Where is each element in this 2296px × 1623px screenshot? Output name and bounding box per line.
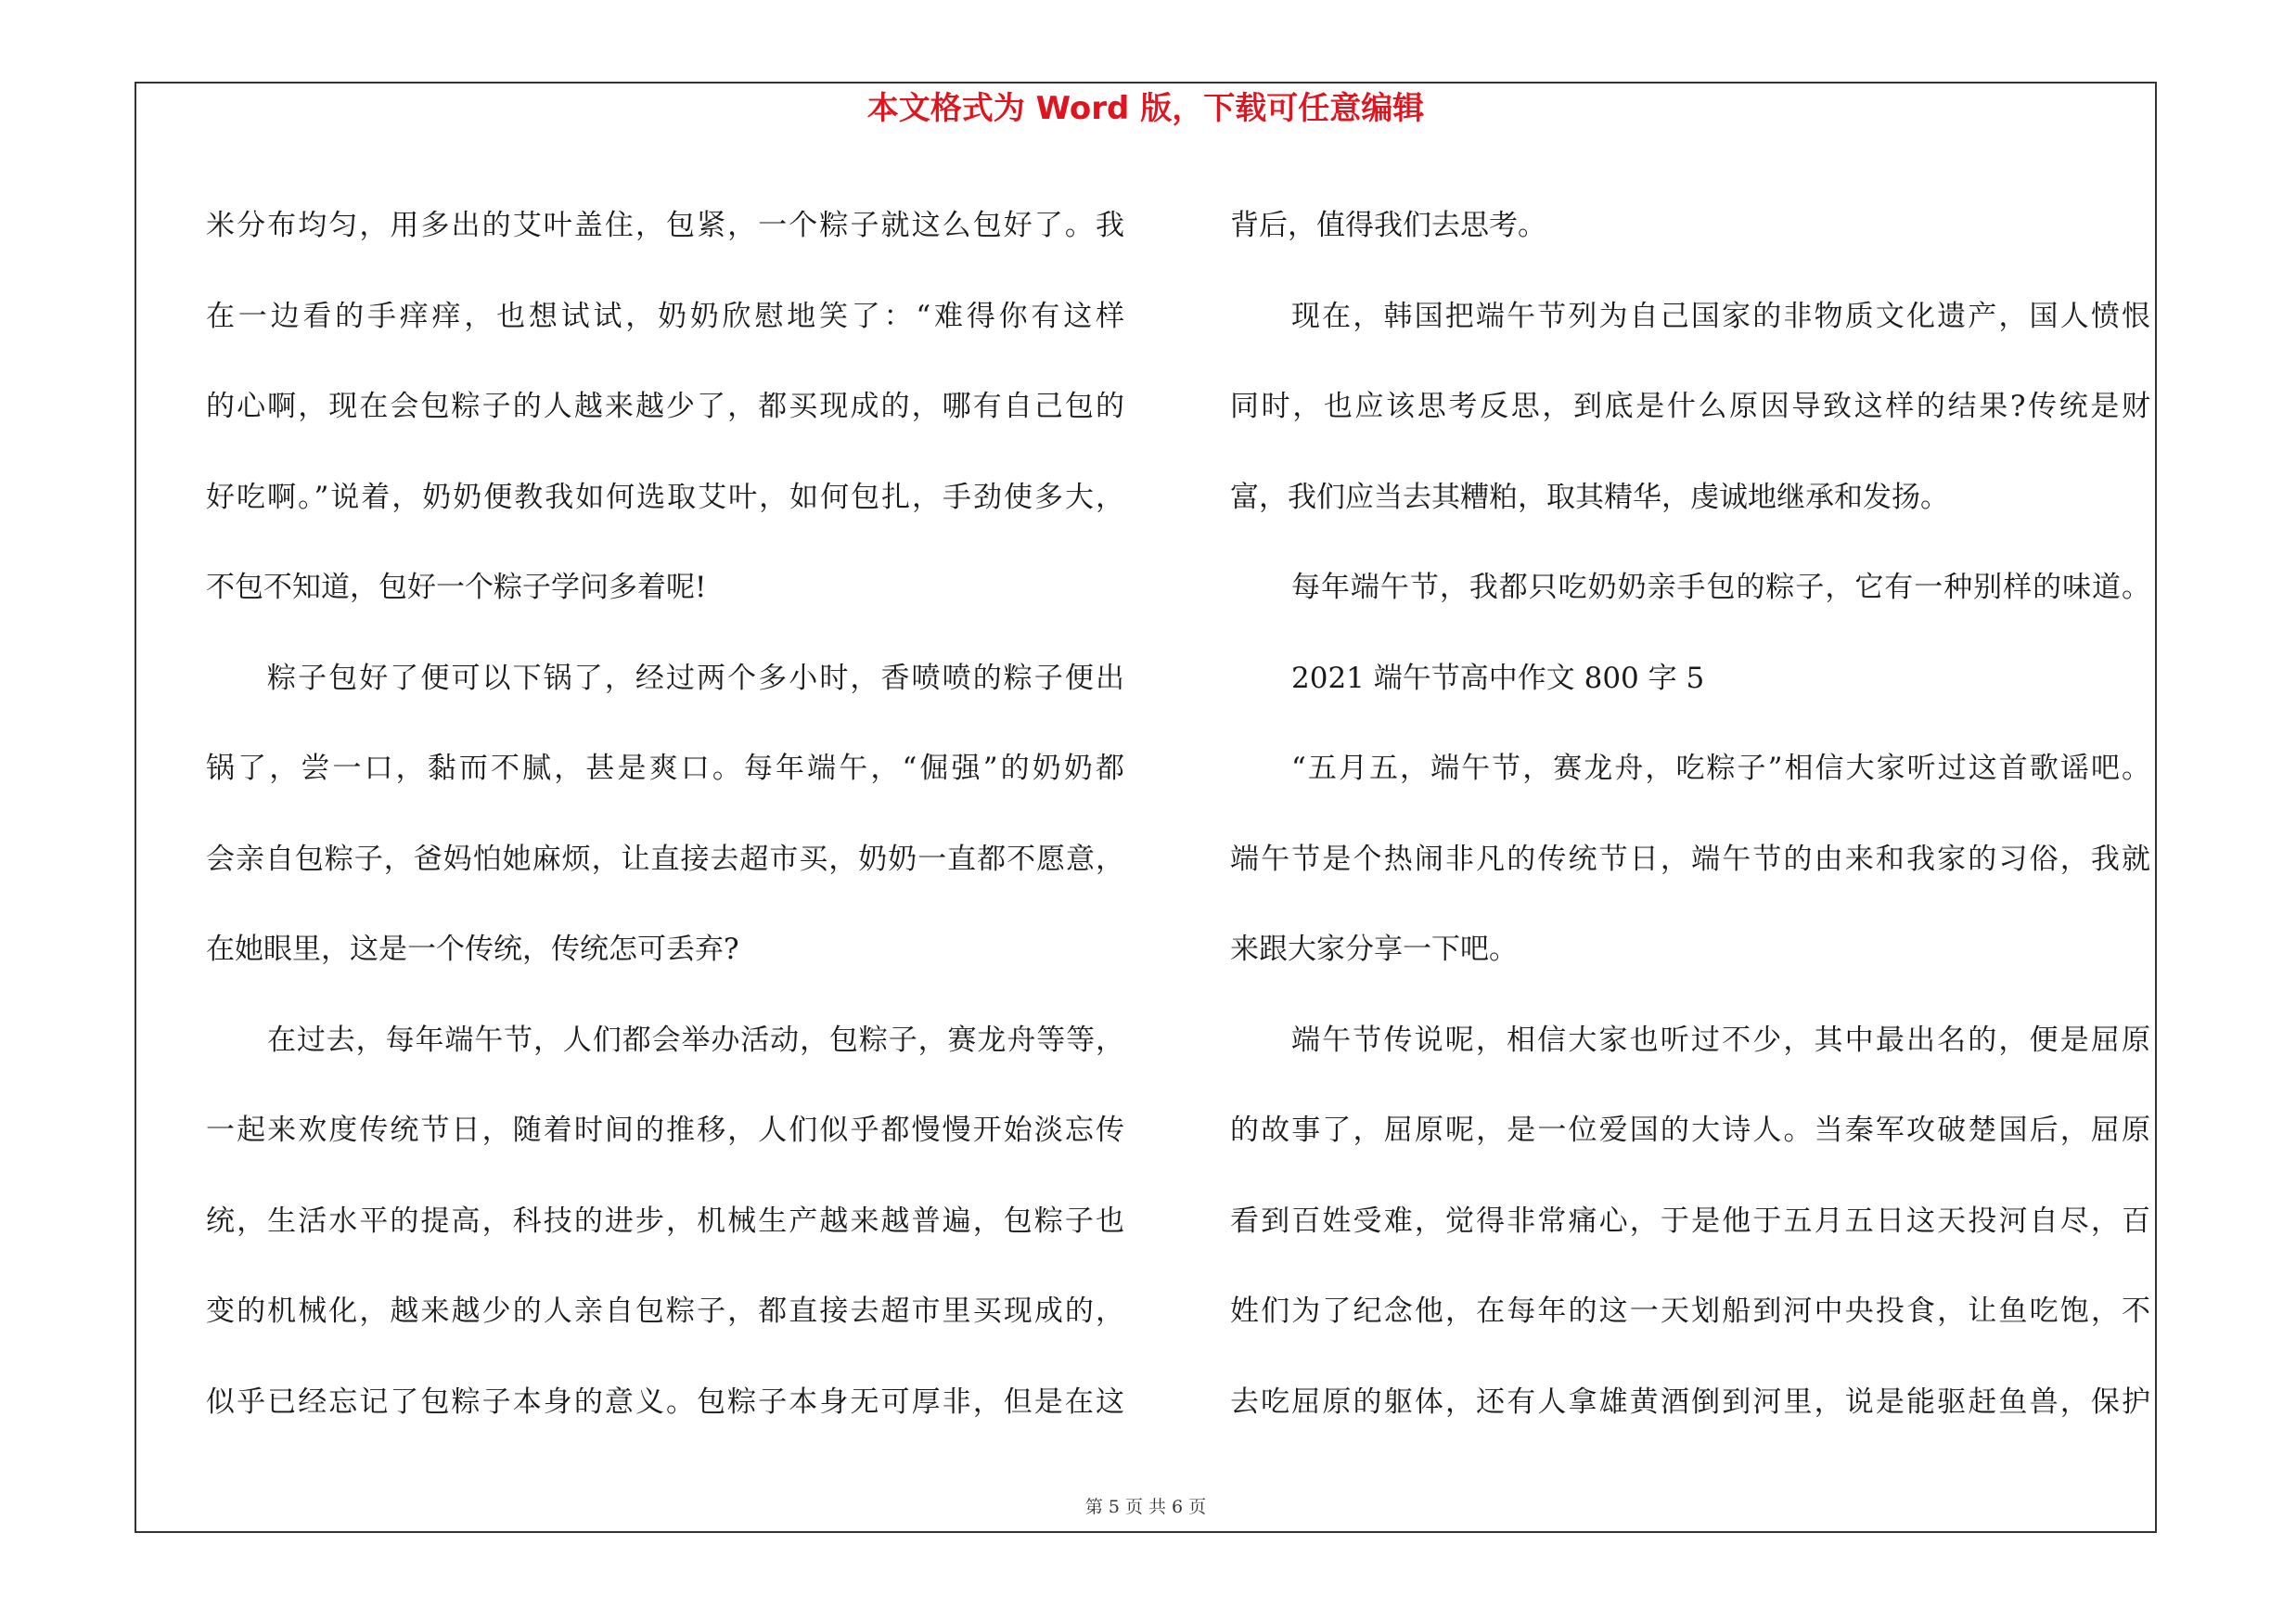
text-line: 米分布均匀，用多出的艾叶盖住，包紧，一个粽子就这么包好了。我 — [206, 209, 1124, 242]
text-line: 来跟大家分享一下吧。 — [1230, 933, 1518, 966]
text-line: 好吃啊。”说着，奶奶便教我如何选取艾叶，如何包扎，手劲使多大， — [206, 480, 1124, 514]
text-line: 每年端午节，我都只吃奶奶亲手包的粽子，它有一种别样的味道。 — [1291, 571, 2150, 604]
text-line: 统，生活水平的提高，科技的进步，机械生产越来越普遍，包粽子也 — [206, 1204, 1124, 1238]
page-number: 第 5 页 共 6 页 — [1084, 1497, 1207, 1517]
text-line: 在过去，每年端午节，人们都会举办活动，包粽子，赛龙舟等等， — [267, 1023, 1124, 1057]
text-line: 端午节是个热闹非凡的传统节日，端午节的由来和我家的习俗，我就 — [1230, 842, 2150, 876]
text-line: 背后，值得我们去思考。 — [1230, 209, 1546, 242]
text-line: 粽子包好了便可以下锅了，经过两个多小时，香喷喷的粽子便出 — [267, 661, 1124, 695]
text-line: 会亲自包粽子，爸妈怕她麻烦，让直接去超市买，奶奶一直都不愿意， — [206, 842, 1124, 876]
text-line: 现在，韩国把端午节列为自己国家的非物质文化遗产，国人愤恨 — [1291, 299, 2150, 333]
text-line: 2021 端午节高中作文 800 字 5 — [1291, 661, 1705, 695]
text-line: 的故事了，屈原呢，是一位爱国的大诗人。当秦军攻破楚国后，屈原 — [1230, 1114, 2150, 1147]
right-text-column — [1230, 181, 2150, 1448]
text-line: 似乎已经忘记了包粽子本身的意义。包粽子本身无可厚非，但是在这 — [206, 1385, 1124, 1419]
text-line: “五月五，端午节，赛龙舟，吃粽子”相信大家听过这首歌谣吧。 — [1291, 752, 2150, 785]
text-line: 姓们为了纪念他，在每年的这一天划船到河中央投食，让鱼吃饱，不 — [1230, 1295, 2150, 1328]
text-line: 变的机械化，越来越少的人亲自包粽子，都直接去超市里买现成的， — [206, 1295, 1124, 1328]
text-line: 的心啊，现在会包粽子的人越来越少了，都买现成的，哪有自己包的 — [206, 390, 1124, 423]
text-line: 不包不知道，包好一个粽子学问多着呢! — [206, 571, 707, 604]
text-line: 同时，也应该思考反思，到底是什么原因导致这样的结果?传统是财 — [1230, 390, 2150, 423]
format-banner: 本文格式为 Word 版，下载可任意编辑 — [866, 90, 1425, 127]
left-text-column — [206, 181, 1124, 1448]
text-line: 端午节传说呢，相信大家也听过不少，其中最出名的，便是屈原 — [1291, 1023, 2150, 1057]
text-line: 去吃屈原的躯体，还有人拿雄黄酒倒到河里，说是能驱赶鱼兽，保护 — [1230, 1385, 2150, 1419]
text-line: 在她眼里，这是一个传统，传统怎可丢弃? — [206, 933, 739, 966]
text-line: 锅了，尝一口，黏而不腻，甚是爽口。每年端午，“倔强”的奶奶都 — [206, 752, 1124, 785]
text-line: 富，我们应当去其糟粕，取其精华，虔诚地继承和发扬。 — [1230, 480, 1949, 514]
text-line: 看到百姓受难，觉得非常痛心，于是他于五月五日这天投河自尽，百 — [1230, 1204, 2150, 1238]
text-line: 一起来欢度传统节日，随着时间的推移，人们似乎都慢慢开始淡忘传 — [206, 1114, 1124, 1147]
text-line: 在一边看的手痒痒，也想试试，奶奶欣慰地笑了：“难得你有这样 — [206, 299, 1124, 333]
